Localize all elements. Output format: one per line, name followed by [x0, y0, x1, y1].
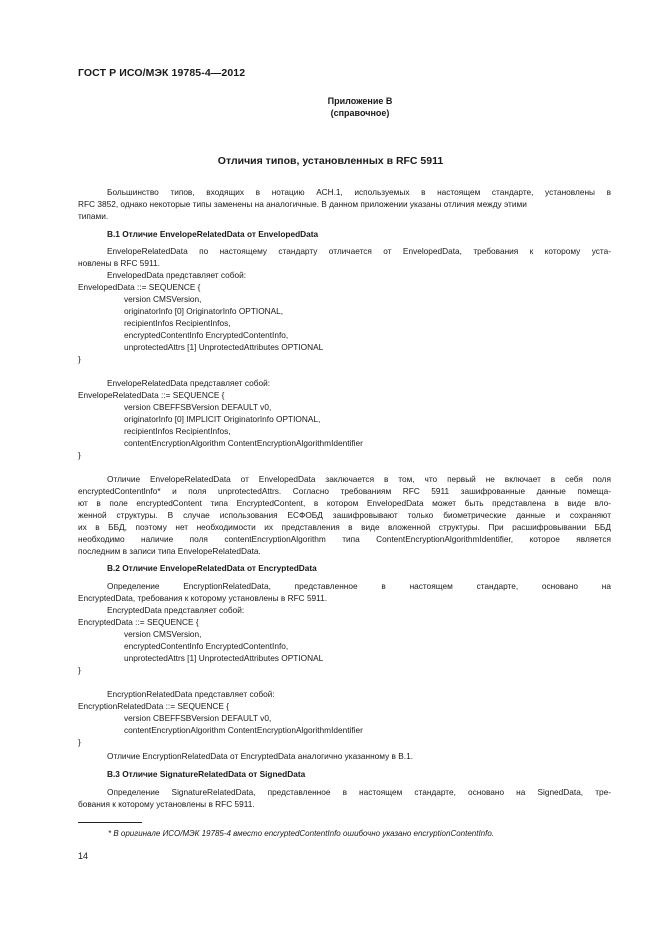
code-line: contentEncryptionAlgorithm ContentEncryptionAlgorithmIdentifier: [124, 725, 363, 735]
code-line: unprotectedAttrs [1] UnprotectedAttributes OPTIONAL: [124, 342, 324, 352]
code-line: EncryptionRelatedData ::= SEQUENCE {: [78, 701, 230, 711]
diff-paragraph-line: их в ББД, поэтому нет необходимости их представления в виде вложенной структуры. При расшифровывании ББД: [78, 522, 611, 532]
code-line: EncryptedData ::= SEQUENCE {: [78, 617, 199, 627]
diff-paragraph-line: последним в записи типа EnvelopeRelatedData.: [78, 546, 261, 556]
section-heading: В.2 Отличие EnvelopeRelatedData от EncryptedData: [107, 563, 317, 573]
code-line: encryptedContentInfo EncryptedContentInfo,: [124, 641, 289, 651]
code-line: originatorInfo [0] OriginatorInfo OPTIONAL,: [124, 306, 284, 316]
intro-line: Большинство типов, входящих в нотацию АСН.1, используемых в настоящем стандарте, установлены в: [107, 187, 611, 197]
code-line: version CMSVersion,: [124, 294, 202, 304]
diff-paragraph-line: женной структуры. В случае использования ЕСФОБД зашифровывают только биометрические данные и сохраняют: [78, 510, 611, 520]
code-intro: EncryptedData представляет собой:: [107, 605, 245, 615]
section-paragraph-line: EncryptedData, требования к которому установлены в RFC 5911.: [78, 593, 328, 603]
intro-line: RFC 3852, однако некоторые типы заменены на аналогичные. В данном приложении указаны отличия между этими: [78, 199, 527, 209]
code-line: originatorInfo [0] IMPLICIT OriginatorInfo OPTIONAL,: [124, 414, 321, 424]
section-heading: В.1 Отличие EnvelopeRelatedData от EnvelopedData: [107, 229, 319, 239]
section-paragraph-line: Определение EncryptionRelatedData, представленное в настоящем стандарте, основано на: [107, 581, 611, 591]
code-intro: EnvelopedData представляет собой:: [107, 270, 247, 280]
appendix-type: (справочное): [330, 108, 390, 118]
footnote: * В оригинале ИСО/МЭК 19785-4 вместо encryptedContentInfo ошибочно указано encryptionContentInfo.: [108, 829, 495, 838]
code-intro: EncryptionRelatedData представляет собой:: [107, 689, 275, 699]
document-header: ГОСТ Р ИСО/МЭК 19785-4—2012: [78, 67, 246, 79]
diff-paragraph-line: Отличие EnvelopeRelatedData от EnvelopedData заключается в том, что первый не включает в себя поля: [107, 474, 611, 484]
page-title: Отличия типов, установленных в RFC 5911: [217, 155, 444, 167]
code-line: }: [78, 665, 81, 675]
code-line: }: [78, 737, 81, 747]
appendix-title: Приложение В: [327, 96, 393, 106]
footnote-divider: [78, 822, 142, 823]
code-intro: EnvelopeRelatedData представляет собой:: [107, 378, 271, 388]
section-paragraph-line: бования к которому установлены в RFC 5911.: [78, 799, 255, 809]
code-line: }: [78, 450, 81, 460]
code-line: contentEncryptionAlgorithm ContentEncryptionAlgorithmIdentifier: [124, 438, 363, 448]
section-paragraph-line: EnvelopeRelatedData по настоящему стандарту отличается от EnvelopedData, требования к которому уста-: [107, 246, 611, 256]
diff-paragraph-line: encryptedContentInfo* и поля unprotectedAttrs. Согласно требованиям RFC 5911 зашифрованные данные помеща-: [78, 486, 611, 496]
diff-paragraph-line: Отличие EncryptionRelatedData от EncryptedData аналогично указанному в В.1.: [107, 751, 414, 761]
code-line: }: [78, 354, 81, 364]
section-paragraph-line: новлены в RFC 5911.: [78, 258, 160, 268]
code-line: EnvelopeRelatedData ::= SEQUENCE {: [78, 390, 225, 400]
code-line: EnvelopedData ::= SEQUENCE {: [78, 282, 201, 292]
code-line: unprotectedAttrs [1] UnprotectedAttributes OPTIONAL: [124, 653, 324, 663]
diff-paragraph-line: необходимо наличие поля contentEncryptionAlgorithm типа ContentEncryptionAlgorithmIdentifier, которое является: [78, 534, 611, 544]
intro-line: типами.: [78, 211, 109, 221]
code-line: version CBEFFSBVersion DEFAULT v0,: [124, 713, 272, 723]
page-number: 14: [78, 851, 89, 861]
section-paragraph-line: Определение SignatureRelatedData, представленное в настоящем стандарте, основано на SignedData, тре-: [107, 787, 611, 797]
code-line: version CBEFFSBVersion DEFAULT v0,: [124, 402, 272, 412]
diff-paragraph-line: ют в поле encryptedContent типа EncryptedContent, в котором EnvelopedData может быть представлена в виде вло-: [78, 498, 611, 508]
code-line: encryptedContentInfo EncryptedContentInfo,: [124, 330, 289, 340]
code-line: recipientInfos RecipientInfos,: [124, 318, 231, 328]
section-heading: В.3 Отличие SignatureRelatedData от SignedData: [107, 769, 306, 779]
code-line: version CMSVersion,: [124, 629, 202, 639]
code-line: recipientInfos RecipientInfos,: [124, 426, 231, 436]
